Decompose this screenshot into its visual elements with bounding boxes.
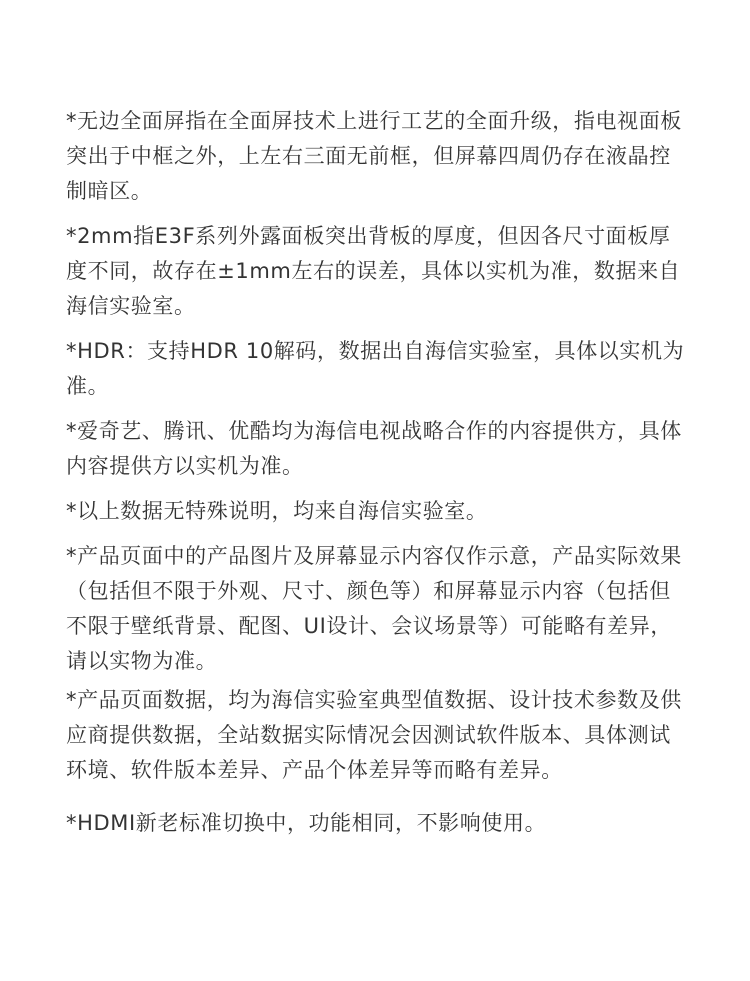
note-panel-thickness: *2mm指E3F系列外露面板突出背板的厚度，但因各尺寸面板厚度不同，故存在±1mm左右的误差，具体以实机为准，数据来自海信实验室。 [66, 224, 681, 318]
note-hdr: *HDR：支持HDR 10解码，数据出自海信实验室，具体以实机为准。 [66, 339, 685, 398]
disclaimer-notes [66, 104, 686, 851]
note-product-images: *产品页面中的产品图片及屏幕显示内容仅作示意，产品实际效果（包括但不限于外观、尺寸、颜色等）和屏幕显示内容（包括但不限于壁纸背景、配图、UI设计、会议场景等）可能略有差异，请以实物为准。 [66, 544, 682, 673]
note-page-data: *产品页面数据，均为海信实验室典型值数据、设计技术参数及供应商提供数据，全站数据实际情况会因测试软件版本、具体测试环境、软件版本差异、产品个体差异等而略有差异。 [66, 688, 682, 782]
note-fullscreen: *无边全面屏指在全面屏技术上进行工艺的全面升级，指电视面板突出于中框之外，上左右三面无前框，但屏幕四周仍存在液晶控制暗区。 [66, 109, 682, 203]
note-hdmi: *HDMI新老标准切换中，功能相同，不影响使用。 [66, 811, 547, 835]
note-data-source: *以上数据无特殊说明，均来自海信实验室。 [66, 499, 488, 523]
note-content-providers: *爱奇艺、腾讯、优酷均为海信电视战略合作的内容提供方，具体内容提供方以实机为准。 [66, 419, 682, 478]
